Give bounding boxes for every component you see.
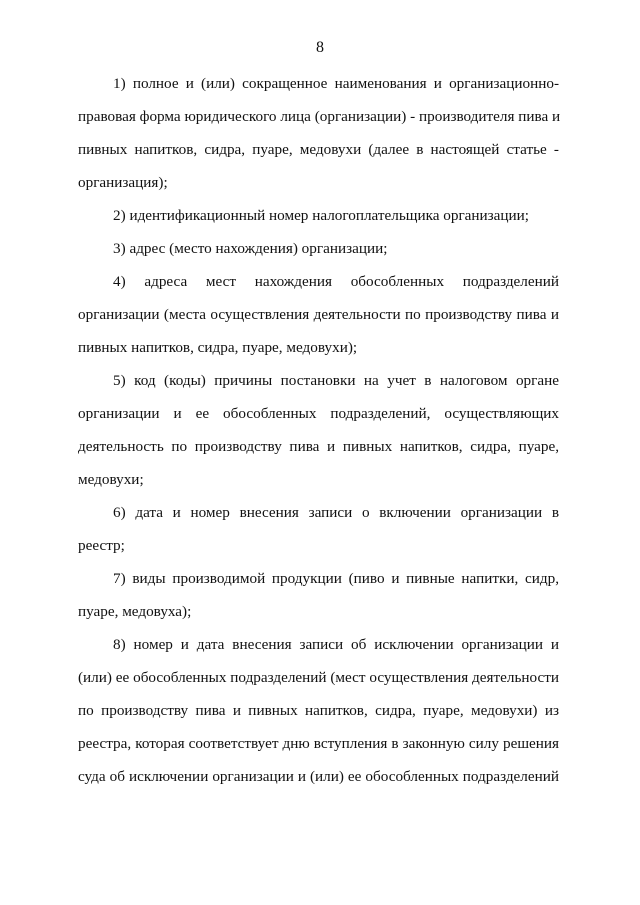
paragraph-1-line-3: пивных напитков, сидра, пуаре, медовухи (далее в настоящей статье - — [78, 141, 559, 158]
paragraph-8-line-4: реестра, которая соответствует дню вступления в законную силу решения — [78, 735, 559, 752]
paragraph-4-line-1: 4) адреса мест нахождения обособленных подразделений — [113, 273, 559, 290]
paragraph-7-line-1: 7) виды производимой продукции (пиво и пивные напитки, сидр, — [113, 570, 559, 587]
document-body — [78, 67, 559, 793]
paragraph-5-line-3: деятельность по производству пива и пивных напитков, сидра, пуаре, — [78, 438, 559, 455]
paragraph-5-line-2: организации и ее обособленных подразделений, осуществляющих — [78, 405, 559, 422]
paragraph-8-line-2: (или) ее обособленных подразделений (мест осуществления деятельности — [78, 669, 559, 686]
paragraph-1-line-4: организация); — [78, 174, 168, 191]
paragraph-5-line-4: медовухи; — [78, 471, 144, 488]
paragraph-7-line-2: пуаре, медовуха); — [78, 603, 192, 620]
paragraph-4-line-2: организации (места осуществления деятельности по производству пива и — [78, 306, 559, 323]
paragraph-8-line-5: суда об исключении организации и (или) ее обособленных подразделений — [78, 768, 559, 785]
paragraph-1-line-1: 1) полное и (или) сокращенное наименования и организационно- — [113, 75, 559, 92]
paragraph-6-line-2: реестр; — [78, 537, 125, 554]
page-number: 8 — [316, 39, 324, 56]
paragraph-6-line-1: 6) дата и номер внесения записи о включении организации в — [113, 504, 559, 521]
paragraph-4-line-3: пивных напитков, сидра, пуаре, медовухи); — [78, 339, 358, 356]
paragraph-3-line-1: 3) адрес (место нахождения) организации; — [113, 240, 388, 257]
paragraph-1-line-2: правовая форма юридического лица (организации) - производителя пива и — [78, 108, 561, 125]
paragraph-8-line-1: 8) номер и дата внесения записи об исключении организации и — [113, 636, 559, 653]
paragraph-2-line-1: 2) идентификационный номер налогоплательщика организации; — [113, 207, 530, 224]
paragraph-5-line-1: 5) код (коды) причины постановки на учет в налоговом органе — [113, 372, 559, 389]
paragraph-8-line-3: по производству пива и пивных напитков, сидра, пуаре, медовухи) из — [78, 702, 559, 719]
